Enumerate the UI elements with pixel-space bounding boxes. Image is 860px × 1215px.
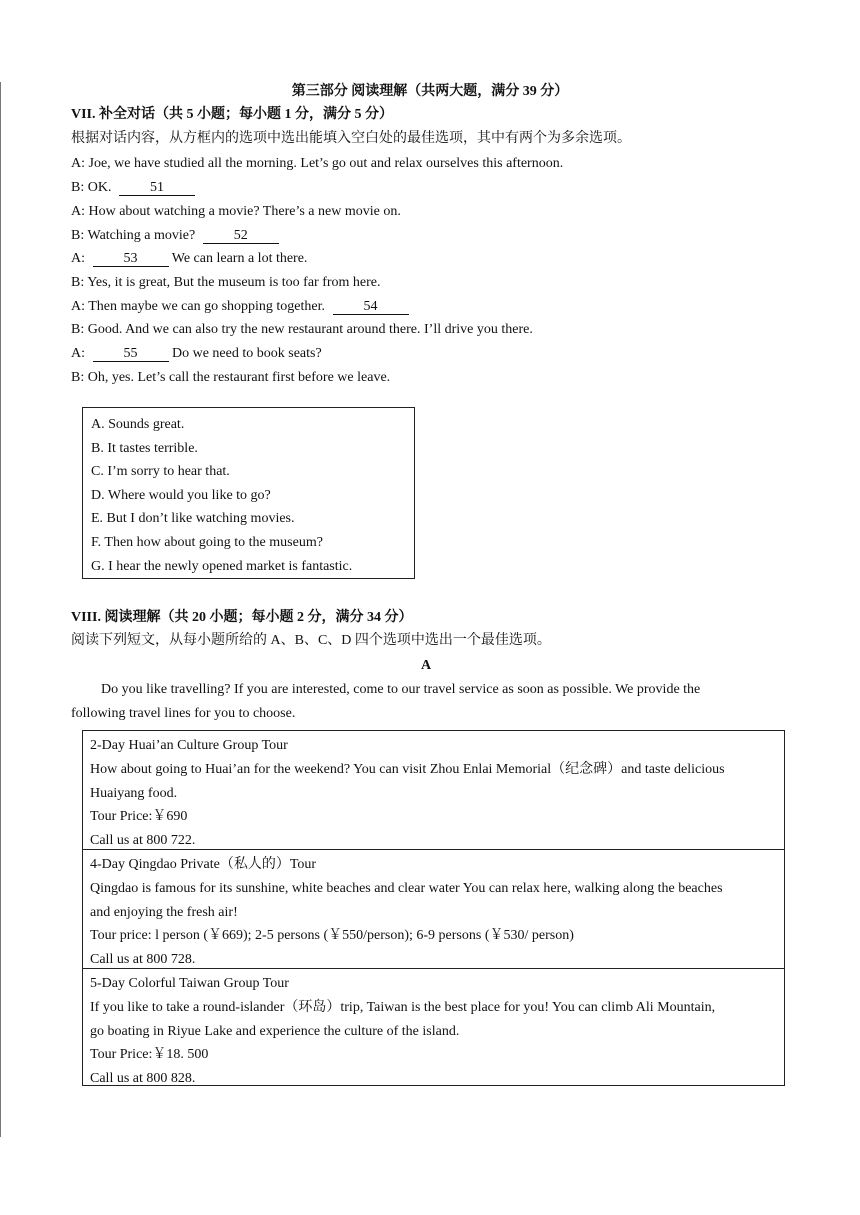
passage-label: A [420,658,432,673]
options-box [82,407,415,579]
tour-phone: Call us at 800 722. [90,833,196,848]
tour-price: Tour Price:￥690 [90,809,188,824]
part7-heading: VII. 补全对话（共 5 小题；每小题 1 分，满分 5 分） [71,107,394,122]
tour-phone: Call us at 800 728. [90,952,196,967]
option-f[interactable]: F. Then how about going to the museum? [91,535,323,550]
option-c[interactable]: C. I’m sorry to hear that. [91,464,230,479]
passage-intro-line2: following travel lines for you to choose. [71,706,296,721]
tour-title: 4-Day Qingdao Private（私人的）Tour [90,857,317,872]
passage-intro-line1: Do you like travelling? If you are interested, come to our travel service as soon as possible. We provide the [101,682,701,697]
dialogue-line: B: OK. 51 [71,179,195,197]
answer-blank-53[interactable]: 53 [93,251,169,267]
tour-qingdao [83,849,784,968]
dialogue-line: A: 55 Do we need to book seats? [71,346,322,361]
tour-huaian [83,731,784,849]
tour-desc: go boating in Riyue Lake and experience the culture of the island. [90,1024,460,1039]
part7-instruction: 根据对话内容，从方框内的选项中选出能填入空白处的最佳选项，其中有两个为多余选项。 [71,131,631,146]
tour-desc: and enjoying the fresh air! [90,905,238,920]
section-title: 第三部分 阅读理解（共两大题，满分 39 分） [291,84,569,99]
tour-price: Tour Price:￥18. 500 [90,1047,209,1062]
tour-title: 5-Day Colorful Taiwan Group Tour [90,976,289,991]
tour-taiwan [83,968,784,1085]
tours-table [82,730,785,1086]
tour-phone: Call us at 800 828. [90,1071,196,1086]
dialogue-line: B: Watching a movie? 52 [71,227,279,245]
tour-desc: Huaiyang food. [90,786,178,801]
answer-blank-52[interactable]: 52 [203,228,279,244]
option-b[interactable]: B. It tastes terrible. [91,441,198,456]
answer-blank-55[interactable]: 55 [93,346,169,362]
dialogue-line: B: Yes, it is great, But the museum is too far from here. [71,275,381,290]
tour-title: 2-Day Huai’an Culture Group Tour [90,738,288,753]
part8-instruction: 阅读下列短文，从每小题所给的 A、B、C、D 四个选项中选出一个最佳选项。 [71,633,551,648]
dialogue-line: A: 53 We can learn a lot there. [71,251,308,266]
dialogue-line: A: How about watching a movie? There’s a new movie on. [71,204,401,219]
answer-blank-51[interactable]: 51 [119,180,195,196]
dialogue-line: B: Good. And we can also try the new restaurant around there. I’ll drive you there. [71,322,533,337]
tour-desc: Qingdao is famous for its sunshine, white beaches and clear water You can relax here, walking along the beaches [90,881,723,896]
option-d[interactable]: D. Where would you like to go? [91,488,271,503]
option-e[interactable]: E. But I don’t like watching movies. [91,511,295,526]
dialogue-line: A: Then maybe we can go shopping together. 54 [71,298,409,316]
tour-desc: How about going to Huai’an for the weekend? You can visit Zhou Enlai Memorial（纪念碑）and taste delicious [90,762,725,777]
option-a[interactable]: A. Sounds great. [91,417,185,432]
page-edge-line [0,82,1,1137]
answer-blank-54[interactable]: 54 [333,299,409,315]
option-g[interactable]: G. I hear the newly opened market is fantastic. [91,559,353,574]
dialogue-line: B: Oh, yes. Let’s call the restaurant first before we leave. [71,370,391,385]
part8-heading: VIII. 阅读理解（共 20 小题；每小题 2 分，满分 34 分） [71,610,413,625]
tour-desc: If you like to take a round-islander（环岛）trip, Taiwan is the best place for you! You can climb Ali Mountain, [90,1000,716,1015]
dialogue-line: A: Joe, we have studied all the morning. Let’s go out and relax ourselves this afternoon. [71,156,564,171]
tour-price: Tour price: l person (￥669); 2-5 persons (￥550/person); 6-9 persons (￥530/ person) [90,928,574,943]
